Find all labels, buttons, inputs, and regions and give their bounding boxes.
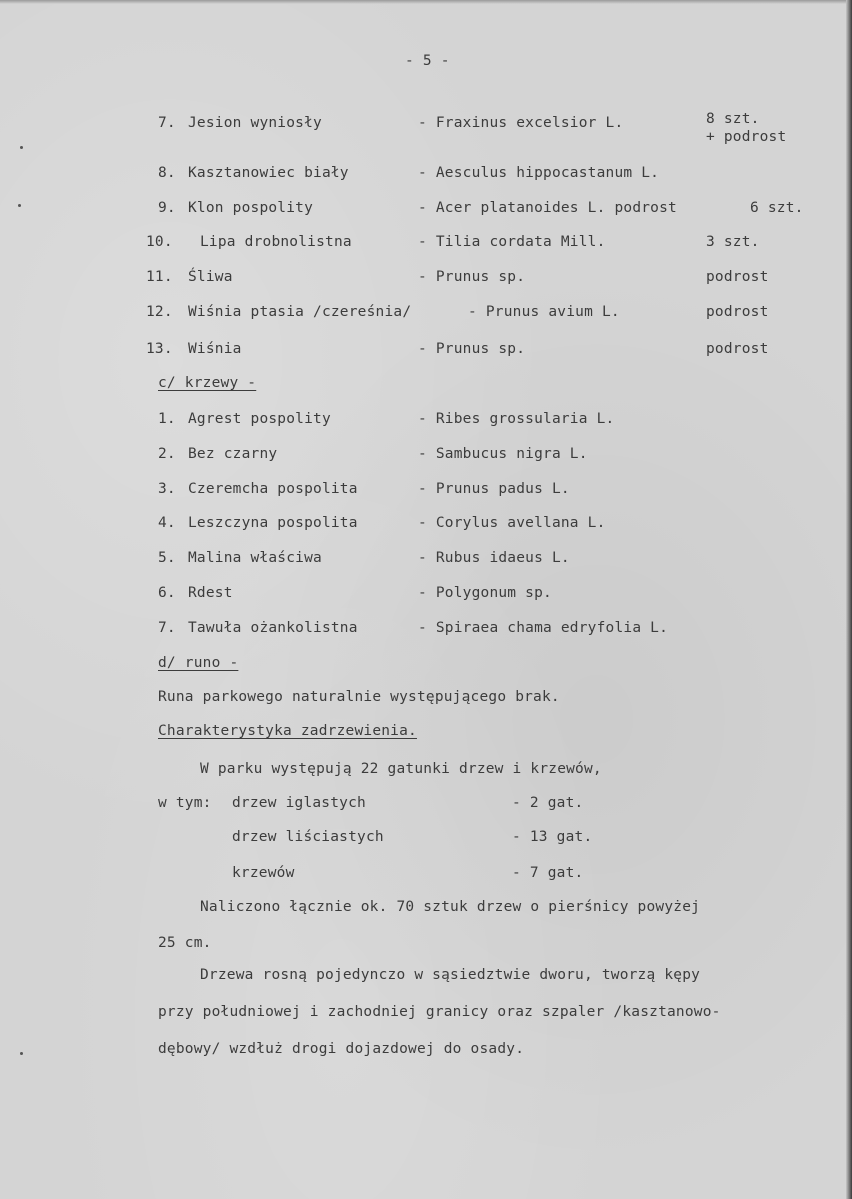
runo-text: Runa parkowego naturalnie występującego brak. <box>158 689 560 705</box>
shrub-num: 1. <box>158 411 176 427</box>
shrub-latin: - Prunus padus L. <box>418 481 570 497</box>
tree-num: 7. <box>158 115 176 131</box>
scan-edge-right <box>846 0 852 1199</box>
tree-num: 9. <box>158 200 176 216</box>
paragraph-line: Drzewa rosną pojedynczo w sąsiedztwie dworu, tworzą kępy <box>200 967 701 983</box>
scan-speck <box>20 146 23 149</box>
shrub-num: 3. <box>158 481 176 497</box>
tree-name: Śliwa <box>188 269 233 285</box>
shrub-name: Agrest pospolity <box>188 411 331 427</box>
shrub-name: Malina właściwa <box>188 550 322 566</box>
paragraph-line: 25 cm. <box>158 935 212 951</box>
paragraph-line: Naliczono łącznie ok. 70 sztuk drzew o pierśnicy powyżej <box>200 899 701 915</box>
paragraph-line: przy południowej i zachodniej granicy oraz szpaler /kasztanowo- <box>158 1004 721 1020</box>
tree-num: 10. <box>146 234 173 250</box>
shrub-name: Tawuła ożankolistna <box>188 620 358 636</box>
shrub-num: 4. <box>158 515 176 531</box>
shrub-latin: - Corylus avellana L. <box>418 515 606 531</box>
tree-latin: - Prunus sp. <box>418 341 526 357</box>
tree-num: 12. <box>146 304 173 320</box>
tree-extra: + podrost <box>706 129 787 145</box>
summary-value: - 13 gat. <box>512 829 593 845</box>
shrub-latin: - Sambucus nigra L. <box>418 446 588 462</box>
tree-name: Jesion wyniosły <box>188 115 322 131</box>
shrub-name: Leszczyna pospolita <box>188 515 358 531</box>
summary-value: - 7 gat. <box>512 865 584 881</box>
shrub-num: 7. <box>158 620 176 636</box>
tree-name: Klon pospolity <box>188 200 314 216</box>
shrub-latin: - Ribes grossularia L. <box>418 411 615 427</box>
scan-speck <box>18 204 21 207</box>
tree-name: Wiśnia ptasia /czereśnia/ <box>188 304 412 320</box>
tree-qty: 3 szt. <box>706 234 760 250</box>
tree-qty: podrost <box>706 304 769 320</box>
shrub-name: Bez czarny <box>188 446 278 462</box>
tree-latin: - Tilia cordata Mill. <box>418 234 606 250</box>
tree-latin: - Fraxinus excelsior L. <box>418 115 624 131</box>
tree-qty: podrost <box>706 269 769 285</box>
shrub-num: 5. <box>158 550 176 566</box>
tree-qty: podrost <box>706 341 769 357</box>
tree-latin: - Prunus sp. <box>418 269 526 285</box>
page-number: - 5 - <box>405 53 450 69</box>
summary-prefix: w tym: <box>158 795 212 811</box>
tree-name: Lipa drobnolistna <box>200 234 352 250</box>
characteristics-heading: Charakterystyka zadrzewienia. <box>158 723 417 739</box>
tree-latin: - Prunus avium L. <box>468 304 620 320</box>
tree-name: Wiśnia <box>188 341 242 357</box>
summary-intro: W parku występują 22 gatunki drzew i krzewów, <box>200 761 602 777</box>
runo-heading: d/ runo - <box>158 655 239 671</box>
scan-speck <box>20 1052 23 1055</box>
summary-label: krzewów <box>232 865 295 881</box>
tree-qty: 6 szt. <box>750 200 804 216</box>
tree-qty: 8 szt. <box>706 111 760 127</box>
tree-latin: - Acer platanoides L. podrost <box>418 200 677 216</box>
tree-latin: - Aesculus hippocastanum L. <box>418 165 660 181</box>
shrub-num: 6. <box>158 585 176 601</box>
shrub-latin: - Spiraea chama edryfolia L. <box>418 620 669 636</box>
tree-name: Kasztanowiec biały <box>188 165 349 181</box>
shrub-name: Rdest <box>188 585 233 601</box>
summary-value: - 2 gat. <box>512 795 584 811</box>
shrub-num: 2. <box>158 446 176 462</box>
scan-edge-top <box>0 0 852 4</box>
shrub-latin: - Polygonum sp. <box>418 585 552 601</box>
tree-num: 13. <box>146 341 173 357</box>
shrub-latin: - Rubus idaeus L. <box>418 550 570 566</box>
summary-label: drzew iglastych <box>232 795 366 811</box>
shrubs-heading: c/ krzewy - <box>158 375 257 391</box>
summary-label: drzew liściastych <box>232 829 384 845</box>
paragraph-line: dębowy/ wzdłuż drogi dojazdowej do osady. <box>158 1041 525 1057</box>
shrub-name: Czeremcha pospolita <box>188 481 358 497</box>
tree-num: 11. <box>146 269 173 285</box>
tree-num: 8. <box>158 165 176 181</box>
